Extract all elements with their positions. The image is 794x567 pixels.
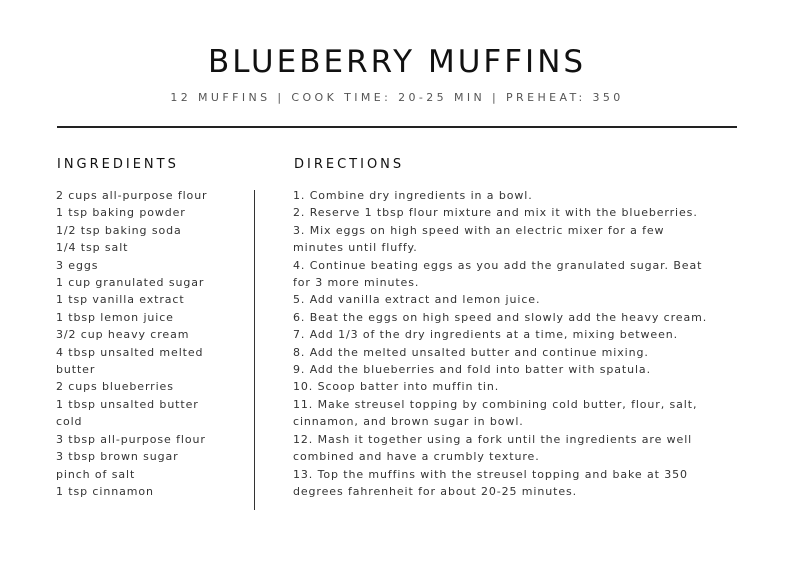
ingredients-heading: INGREDIENTS <box>57 157 179 172</box>
direction-line: 1. Combine dry ingredients in a bowl. <box>293 189 533 202</box>
direction-line: degrees fahrenheit for about 20-25 minutes. <box>293 484 578 498</box>
column-divider <box>254 190 255 510</box>
ingredient-line: 1 tsp baking powder <box>56 206 186 220</box>
ingredient-line: 2 cups blueberries <box>56 380 174 394</box>
ingredient-line: 1 cup granulated sugar <box>56 276 205 290</box>
direction-line: combined and have a crumbly texture. <box>293 450 540 464</box>
recipe-subtitle: 12 MUFFINS | COOK TIME: 20-25 MIN | PREHEAT: 350 <box>170 91 624 104</box>
direction-line: 13. Top the muffins with the streusel topping and bake at 350 <box>293 467 688 481</box>
direction-line: 10. Scoop batter into muffin tin. <box>293 380 500 394</box>
direction-line: 3. Mix eggs on high speed with an electric mixer for a few <box>293 223 665 237</box>
recipe-title: BLUEBERRY MUFFINS <box>207 44 587 80</box>
direction-line: 8. Add the melted unsalted butter and continue mixing. <box>293 345 649 359</box>
ingredient-line: pinch of salt <box>56 467 136 481</box>
ingredient-line: 3/2 cup heavy cream <box>56 328 190 342</box>
direction-line: 5. Add vanilla extract and lemon juice. <box>293 293 541 307</box>
direction-line: cinnamon, and brown sugar in bowl. <box>293 415 524 429</box>
ingredient-line: 1 tsp cinnamon <box>56 484 154 498</box>
direction-line: 4. Continue beating eggs as you add the granulated sugar. Beat <box>293 258 703 272</box>
direction-line: 12. Mash it together using a fork until the ingredients are well <box>293 432 693 446</box>
direction-line: 7. Add 1/3 of the dry ingredients at a time, mixing between. <box>293 328 679 342</box>
ingredient-line: butter <box>56 363 96 377</box>
directions-heading: DIRECTIONS <box>294 157 405 172</box>
ingredient-line: 1 tbsp unsalted butter <box>56 397 199 411</box>
direction-line: 9. Add the blueberries and fold into batter with spatula. <box>293 363 651 377</box>
ingredient-line: 3 eggs <box>56 258 99 272</box>
ingredient-line: 1 tsp vanilla extract <box>56 293 185 307</box>
ingredient-line: 1 tbsp lemon juice <box>56 310 174 324</box>
ingredient-line: 1/2 tsp baking soda <box>56 223 182 237</box>
ingredients-list <box>56 187 248 500</box>
ingredient-line: cold <box>56 415 83 429</box>
direction-line: minutes until fluffy. <box>293 241 418 255</box>
direction-line: 6. Beat the eggs on high speed and slowly add the heavy cream. <box>293 310 708 324</box>
ingredient-line: 1/4 tsp salt <box>56 241 129 255</box>
title-divider <box>57 126 737 128</box>
direction-line: 11. Make streusel topping by combining cold butter, flour, salt, <box>293 397 698 411</box>
direction-line: for 3 more minutes. <box>293 276 420 290</box>
ingredient-line: 3 tbsp all-purpose flour <box>56 432 206 446</box>
direction-line: 2. Reserve 1 tbsp flour mixture and mix it with the blueberries. <box>293 206 698 220</box>
ingredient-line: 3 tbsp brown sugar <box>56 450 179 464</box>
ingredient-line: 4 tbsp unsalted melted <box>56 345 204 359</box>
directions-list <box>293 187 743 500</box>
ingredient-line: 2 cups all-purpose flour <box>56 189 208 202</box>
